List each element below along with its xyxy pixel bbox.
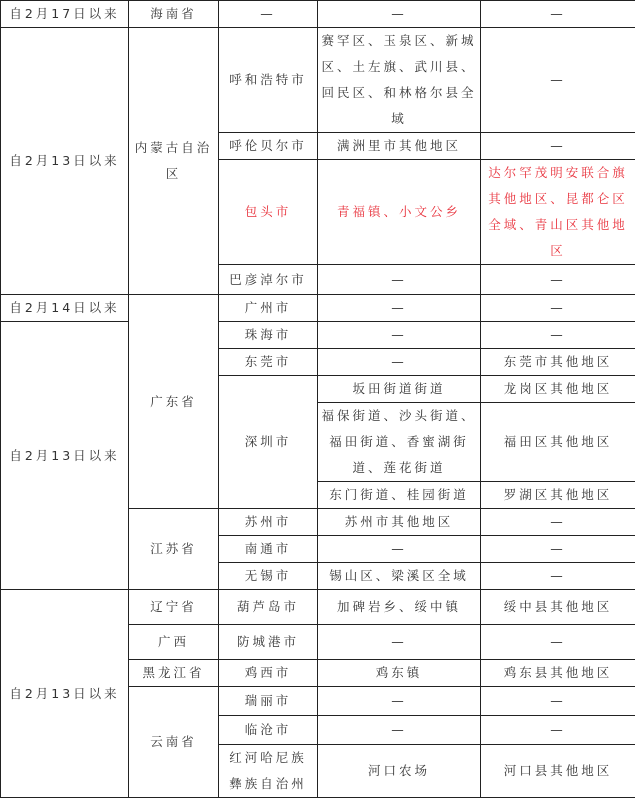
table-cell: — (318, 625, 481, 660)
table-cell: 自2月13日以来 (1, 28, 129, 295)
table-cell: 河口县其他地区 (481, 745, 635, 798)
table-cell: 江苏省 (129, 509, 219, 590)
table-body (1, 1, 635, 798)
table-cell: — (318, 322, 481, 349)
table-cell: 海南省 (129, 1, 219, 28)
table-cell: 青福镇、小文公乡 (318, 160, 481, 265)
table-cell: — (481, 716, 635, 745)
table-cell: — (318, 716, 481, 745)
table-cell: 防城港市 (219, 625, 318, 660)
table-cell: — (318, 1, 481, 28)
table-cell: 鸡东县其他地区 (481, 660, 635, 687)
table-cell: 苏州市 (219, 509, 318, 536)
table-cell: — (481, 687, 635, 716)
table-cell: 内蒙古自治区 (129, 28, 219, 295)
table-cell: — (318, 295, 481, 322)
table-cell: 龙岗区其他地区 (481, 376, 635, 403)
table-cell: 广州市 (219, 295, 318, 322)
table-cell: 广西 (129, 625, 219, 660)
table-cell: 福田区其他地区 (481, 403, 635, 482)
table-cell: — (481, 1, 635, 28)
table-cell: 鸡西市 (219, 660, 318, 687)
table-cell: 东莞市 (219, 349, 318, 376)
table-cell: 呼和浩特市 (219, 28, 318, 133)
table-cell: 赛罕区、玉泉区、新城区、土左旗、武川县、回民区、和林格尔县全域 (318, 28, 481, 133)
table-cell: 绥中县其他地区 (481, 590, 635, 625)
table-row (1, 295, 635, 322)
table-cell: — (481, 133, 635, 160)
table-cell: 东莞市其他地区 (481, 349, 635, 376)
table-cell: 无锡市 (219, 563, 318, 590)
table-cell: 满洲里市其他地区 (318, 133, 481, 160)
table-cell: — (219, 1, 318, 28)
table-cell: 达尔罕茂明安联合旗其他地区、昆都仑区全域、青山区其他地区 (481, 160, 635, 265)
table-row (1, 28, 635, 133)
table-cell: — (481, 322, 635, 349)
table-cell: 辽宁省 (129, 590, 219, 625)
table-cell: 南通市 (219, 536, 318, 563)
table-cell: 包头市 (219, 160, 318, 265)
table-cell: 自2月13日以来 (1, 322, 129, 590)
table-cell: 东门街道、桂园街道 (318, 482, 481, 509)
table-cell: — (318, 349, 481, 376)
table-cell: 深圳市 (219, 376, 318, 509)
table-cell: — (481, 28, 635, 133)
table-cell: 珠海市 (219, 322, 318, 349)
table-cell: — (481, 509, 635, 536)
table-cell: 自2月14日以来 (1, 295, 129, 322)
table-cell: 坂田街道街道 (318, 376, 481, 403)
table-cell: — (481, 536, 635, 563)
table-cell: — (481, 265, 635, 295)
table-cell: 苏州市其他地区 (318, 509, 481, 536)
table-cell: 巴彦淖尔市 (219, 265, 318, 295)
table-row (1, 1, 635, 28)
table-cell: — (318, 687, 481, 716)
table-cell: 呼伦贝尔市 (219, 133, 318, 160)
table-cell: 自2月13日以来 (1, 590, 129, 798)
table-cell: 福保街道、沙头街道、福田街道、香蜜湖街道、莲花街道 (318, 403, 481, 482)
table-cell: 云南省 (129, 687, 219, 798)
table-cell: — (481, 563, 635, 590)
table-cell: — (318, 536, 481, 563)
table-cell: 自2月17日以来 (1, 1, 129, 28)
table-cell: 河口农场 (318, 745, 481, 798)
table-cell: 临沧市 (219, 716, 318, 745)
table-cell: — (481, 625, 635, 660)
table-cell: — (318, 265, 481, 295)
table-cell: 葫芦岛市 (219, 590, 318, 625)
table-cell: 锡山区、梁溪区全域 (318, 563, 481, 590)
table-cell: 红河哈尼族彝族自治州 (219, 745, 318, 798)
table-row (1, 322, 635, 349)
table-cell: — (481, 295, 635, 322)
table-cell: 加碑岩乡、绥中镇 (318, 590, 481, 625)
table-cell: 鸡东镇 (318, 660, 481, 687)
table-cell: 罗湖区其他地区 (481, 482, 635, 509)
table-cell: 黑龙江省 (129, 660, 219, 687)
table-cell: 瑞丽市 (219, 687, 318, 716)
table-cell: 广东省 (129, 295, 219, 509)
table-row (1, 590, 635, 625)
